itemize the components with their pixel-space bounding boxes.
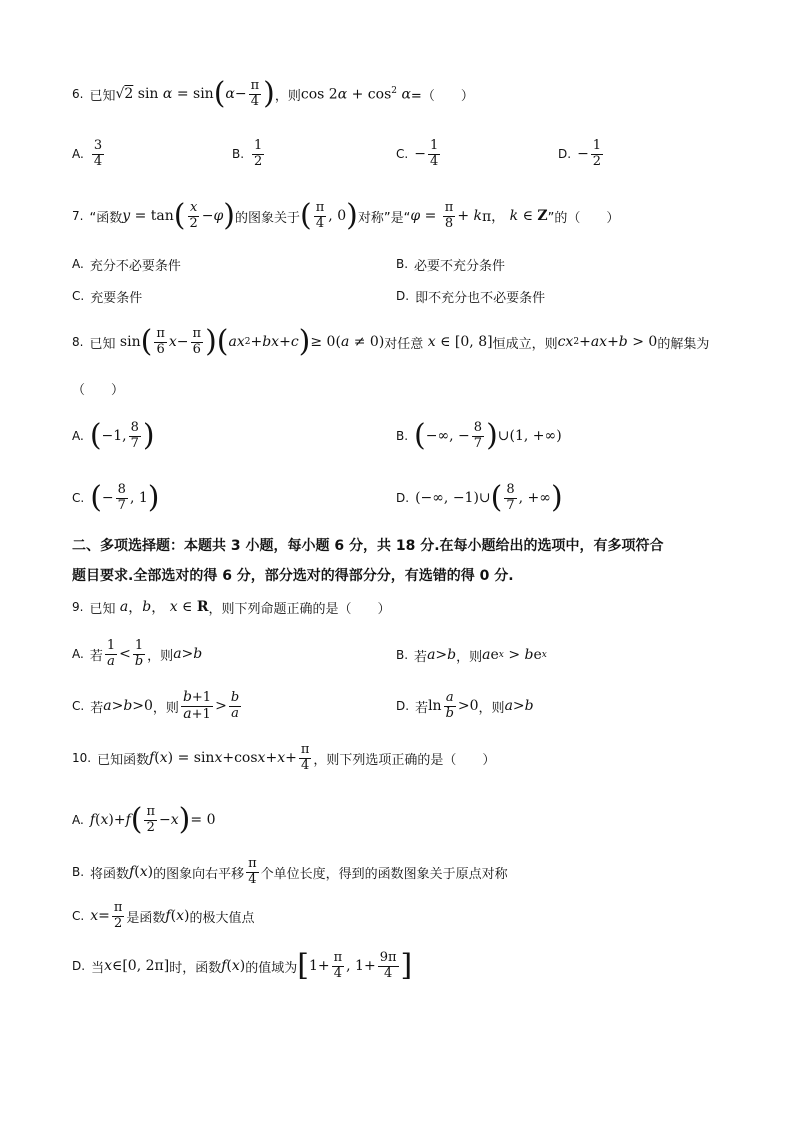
option-a[interactable]: A. $\frac{3}{4}$ — [72, 138, 103, 169]
fraction: $\frac{1}{2}$ — [592, 138, 602, 169]
option-d[interactable]: D. 若 ln $\frac{a}{b}$ >0 ，则 a > b — [396, 690, 534, 721]
fraction: $\frac{x}{2}$ — [189, 200, 198, 231]
option-a[interactable]: A. f ( x )+ f ( $\frac{\pi}{2}$ − x ) = 0 — [72, 802, 216, 837]
question-10-stem: 10. 已知函数 f ( x ) = sin x +cos x + x + $\frac{\pi}{4}$ ，则下列选项正确的是（ ） — [72, 742, 496, 773]
question-8-stem: 8. 已知 sin ( $\frac{\pi}{6}$ x − $\frac{\pi}{6}$ ) ( ax 2 + bx + c ) ≥ 0(a ≠ 0) 对任意 x ∈ [0, 8] 恒成立，则 cx 2 + ax + b > 0 的解集为 — [72, 324, 710, 359]
question-8-paren: （ ） — [72, 382, 125, 398]
option-c[interactable]: C. ( − $\frac{8}{7}$ , 1 ) — [72, 480, 160, 515]
option-b[interactable]: B. 必要不充分条件 — [396, 257, 506, 274]
question-text: 已知 — [89, 88, 116, 104]
section-heading-cont: 题目要求.全部选对的得 6 分，部分选对的得部分分，有选错的得 0 分. — [72, 568, 514, 584]
option-a[interactable]: A. ( −1, $\frac{8}{7}$ ) — [72, 418, 155, 453]
option-d[interactable]: D. (−∞, −1)∪ ( $\frac{8}{7}$ , +∞ ) — [396, 480, 563, 515]
fraction: $\frac{8}{7}$ — [473, 420, 483, 451]
math-expression: $\cos 2\alpha + \cos^2 \alpha$ — [300, 85, 411, 103]
fraction: $\frac{1}{2}$ — [254, 138, 263, 169]
fraction: $\frac{8}{7}$ — [506, 482, 515, 513]
option-b[interactable]: B. ( −∞, − $\frac{8}{7}$ ) ∪(1, +∞) — [396, 418, 562, 453]
question-6-stem: 6. 已知 √2 sin α = sin ( α − $\frac{\pi}{4}$ ) ，则 $\cos 2\alpha + \cos^2 \alpha$ =（ ） — [72, 76, 474, 111]
math-expression: √2 sin α = sin — [115, 86, 214, 102]
option-c[interactable]: C. − $\frac{1}{4}$ — [396, 138, 439, 169]
option-c[interactable]: C. 若 a > b >0 ，则 $\frac{b+1}{a+1}$ > $\frac{b}{a}$ — [72, 689, 240, 722]
fraction: $\frac{3}{4}$ — [93, 138, 103, 169]
question-9-stem: 9. 已知 a ， b ， x ∈ R ，则下列命题正确的是（ ） — [72, 599, 391, 617]
option-c[interactable]: C. 充要条件 — [72, 289, 143, 306]
question-number: 6. — [72, 87, 84, 101]
fraction: $\frac{\pi}{8}$ — [444, 200, 454, 231]
fraction: $\frac{\pi}{4}$ — [315, 200, 325, 231]
option-b[interactable]: B. $\frac{1}{2}$ — [232, 138, 263, 169]
section-heading: 二、多项选择题：本题共 3 小题，每小题 6 分，共 18 分.在每小题给出的选项中，有多项符合 — [72, 538, 664, 554]
option-d[interactable]: D. − $\frac{1}{2}$ — [558, 138, 602, 169]
option-b[interactable]: B. 将函数 f ( x ) 的图象向右平移 $\frac{\pi}{4}$ 个单位长度，得到的函数图象关于原点对称 — [72, 856, 508, 887]
option-d[interactable]: D. 当 x ∈[0, 2π] 时，函数 f ( x ) 的值域为 [ 1+ $\frac{\pi}{4}$ , 1+ $\frac{9\pi}{4}$ ] — [72, 948, 413, 983]
fraction: $\frac{8}{7}$ — [130, 420, 139, 451]
fraction: $\frac{1}{4}$ — [429, 138, 439, 169]
fraction: $\frac{8}{7}$ — [117, 482, 126, 513]
option-c[interactable]: C. x = $\frac{\pi}{2}$ 是函数 f ( x ) 的极大值点 — [72, 900, 255, 931]
option-a[interactable]: A. 充分不必要条件 — [72, 257, 181, 274]
option-a[interactable]: A. 若 $\frac{1}{a}$ < $\frac{1}{b}$ ，则 a > b — [72, 638, 203, 669]
fraction: $\frac{\pi}{6}$ — [192, 326, 202, 357]
option-b[interactable]: B. 若 a > b ，则 a e x > b e x — [396, 647, 547, 665]
fraction: $\frac{\pi}{6}$ — [156, 326, 165, 357]
option-d[interactable]: D. 即不充分也不必要条件 — [396, 289, 546, 306]
fraction: $\frac{\pi}{4}$ — [250, 78, 260, 109]
question-7-stem: 7. “函数 y = tan ( $\frac{x}{2}$ − φ ) 的图象关于 ( $\frac{\pi}{4}$ , 0 ) 对称”是“ φ = $\frac{\pi}{8}$ + k π， k ∈ Z ”的（ ） — [72, 198, 620, 233]
